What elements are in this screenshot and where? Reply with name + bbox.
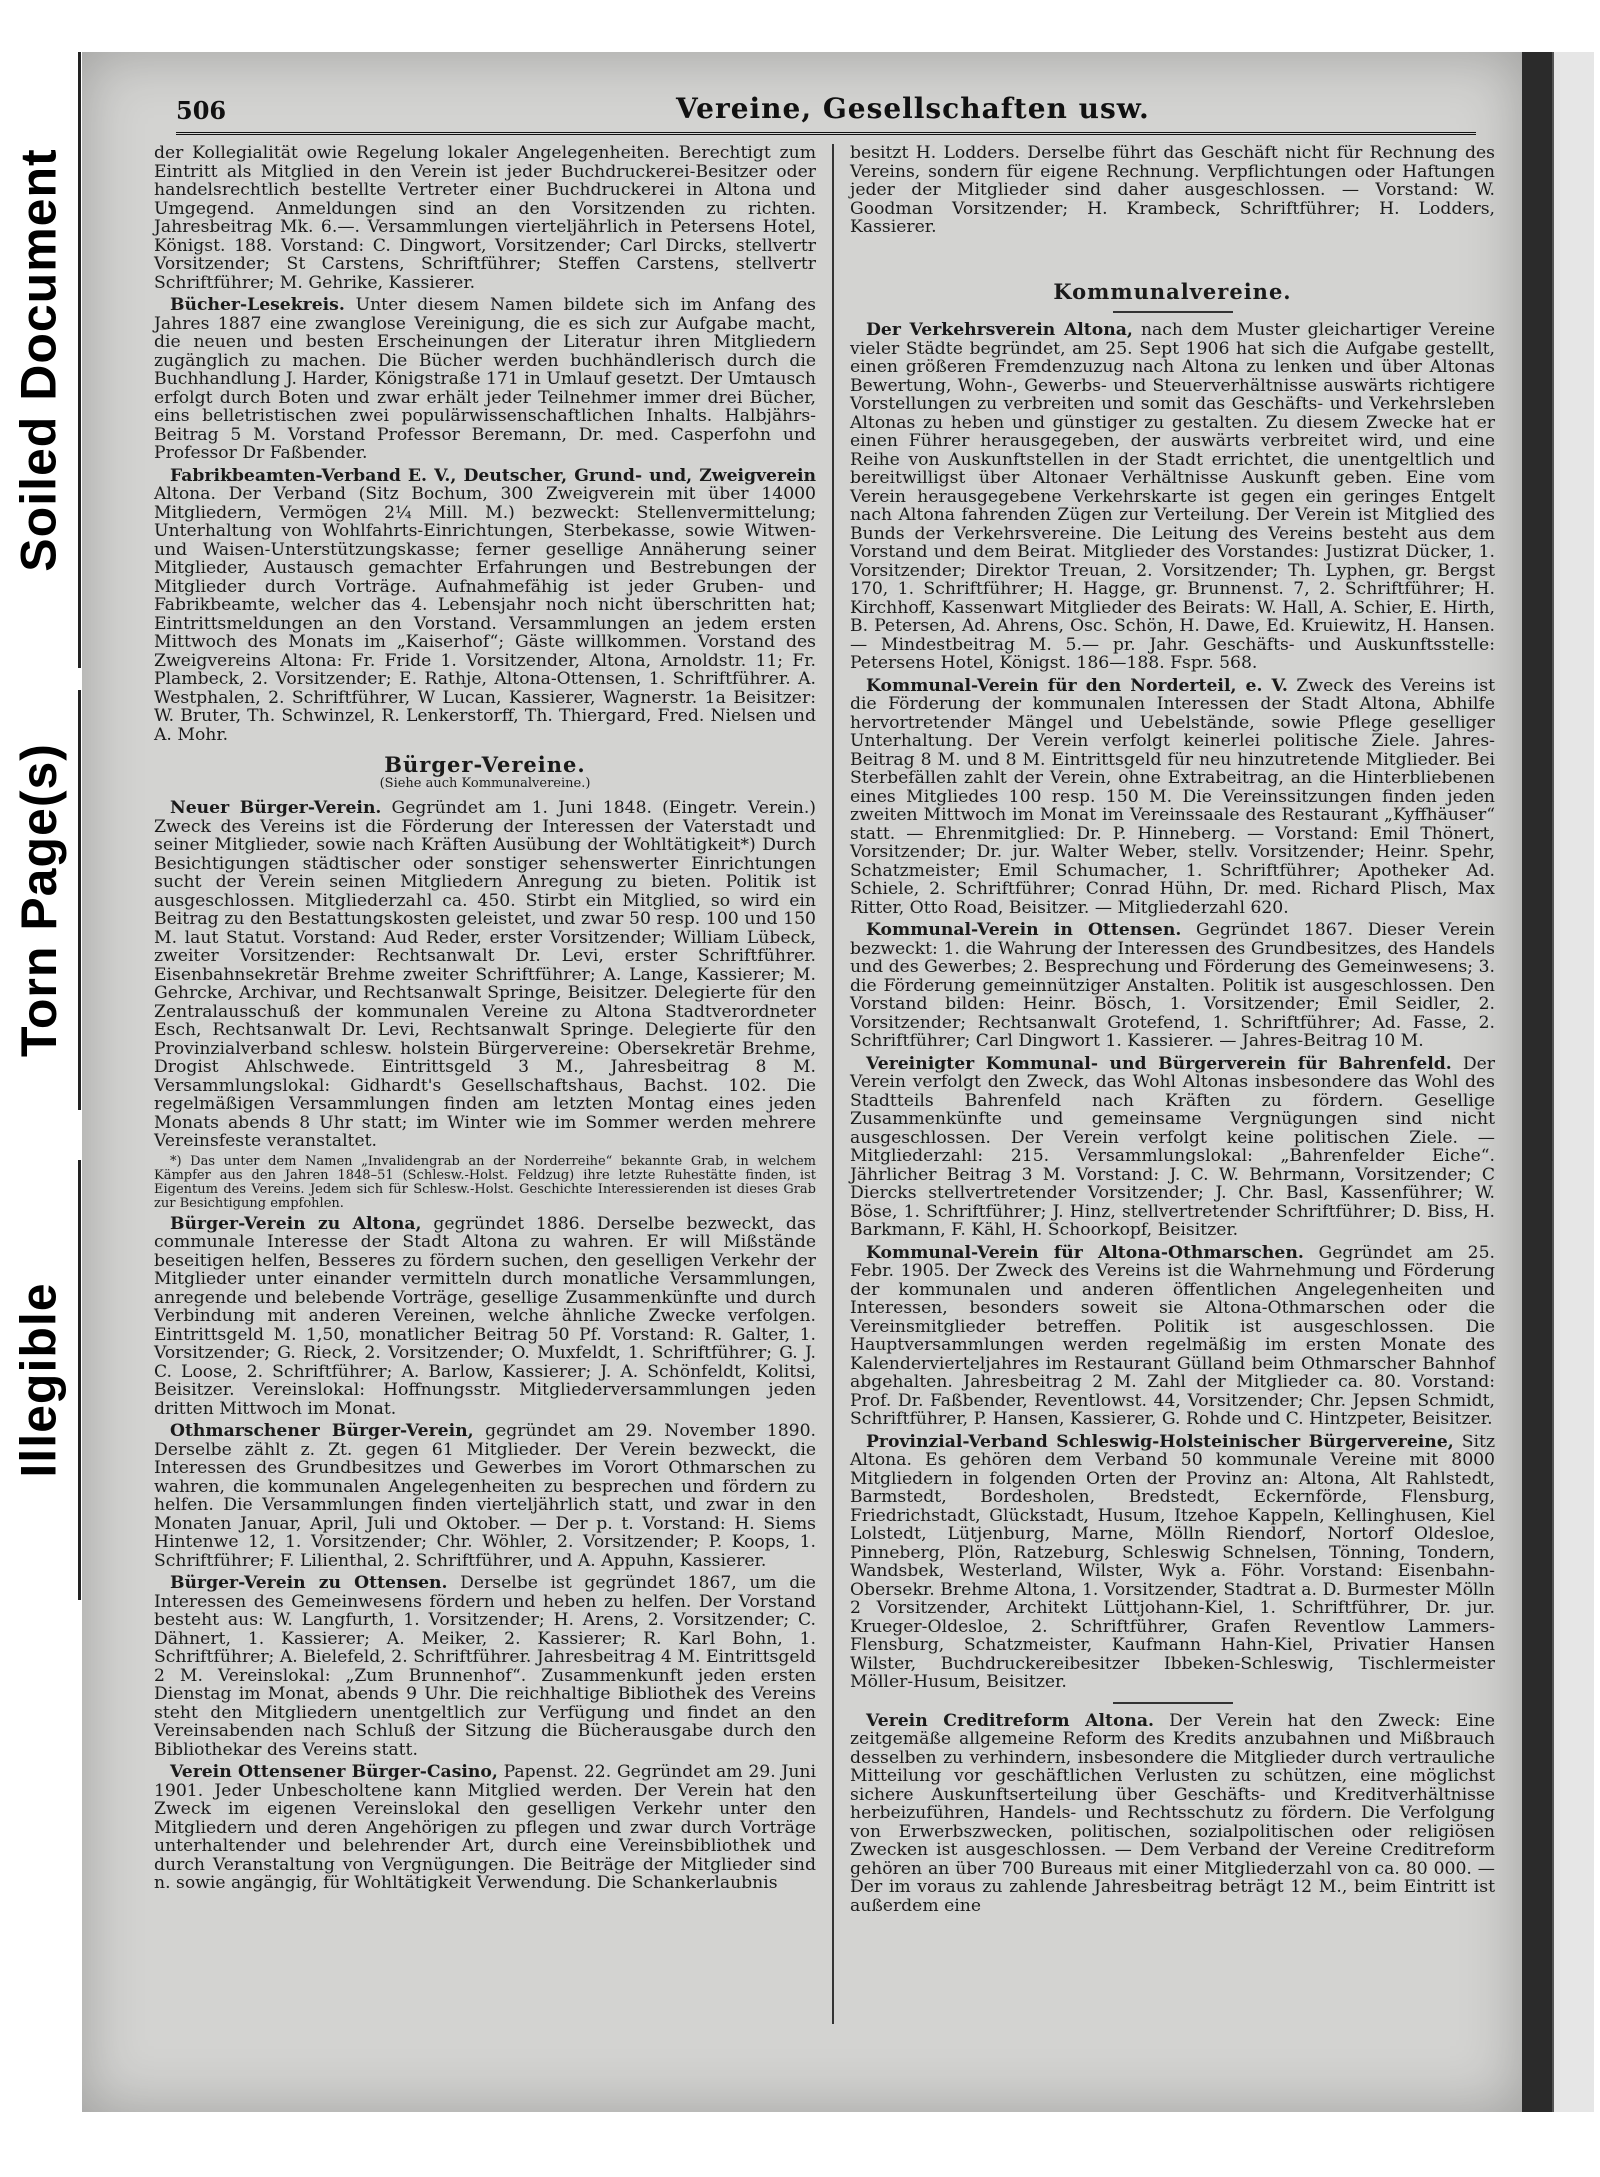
- running-title: Vereine, Gesellschaften usw.: [676, 92, 1150, 125]
- entry-heading: Verein Creditreform Altona.: [866, 1710, 1155, 1731]
- entry-text: nach dem Muster gleichartiger Vereine vieler Städte begründet, am 25. Sept 1906 hat sich die Aufgabe gestellt, einen größeren Fremdenzuzug nach Altona zu lenken und über Altonas Bewertung, Wohn-, Gewerbs- und Steuerverhältnisse auswärts richtigere Vorstellungen zu verbreiten und somit das Geschäfts- und Verkehrsleben Altonas zu heben und günstiger zu gestalten. Zu diesem Zwecke hat er einen Führer herausgegeben, der auswärts verbreitet wird, und eine Reihe von Auskunftstellen in der Stadt errichtet, die unentgeltlich und bereitwilligst über Altonaer Verhältnisse Auskunft geben. Eine vom Verein herausgegebene Verkehrskarte ist gegen ein geringes Entgelt nach Altona fahrenden Zügen zur Verteilung. Der Verein ist Mitglied des Bunds der Verkehrsvereine. Die Leitung des Vereins besteht aus dem Vorstand und dem Beirat. Mitglieder des Vorstandes: Justizrat Dücker, 1. Vorsitzender; Direktor Treuan, 2. Vorsitzender; Th. Lyphen, gr. Bergst 170, 1. Schriftführer; H. Hagge, gr. Brunnenst. 7, 2. Schriftführer; H. Kirchhoff, Kassenwart Mitglieder des Beirats: W. Hall, A. Schier, E. Hirth, B. Petersen, Ad. Ahrens, Osc. Schön, H. Dawe, Ed. Kruiewitz, H. Hansen. — Mindestbeitrag M. 5.— pr. Jahr. Geschäfts- und Auskunftsstelle: Petersens Hotel, Königst. 186—188. Fspr. 568.: [850, 320, 1495, 673]
- entry-text: Unter diesem Namen bildete sich im Anfang des Jahres 1887 eine zwanglose Vereinigung, die es sich zur Aufgabe macht, die neuen und besten Erscheinungen der Literatur ihren Mitgliedern zugänglich zu machen. Die Bücher werden buchhändlerisch durch die Buchhandlung J. Harder, Königstraße 171 in Umlauf gesetzt. Der Umtausch erfolgt durch Boten und zwar erhält jeder Teilnehmer immer drei Bücher, eins belletristischen zwei populärwissenschaftlichen Inhalts. Halbjährs-Beitrag 5 M. Vorstand Professor Beremann, Dr. med. Casperfohn und Professor Dr Faßbender.: [154, 295, 816, 463]
- footnote: *) Das unter dem Namen „Invalidengrab an der Norderreihe“ bekannte Grab, in welchem Kämpfer aus den Jahren 1848–51 (Schlesw.-Holst. Feldzug) ihre letzte Ruhestätte finden, ist Eigentum des Vereins. Jedem sich für Schlesw.-Holst. Geschichte Interessierenden ist dieses Grab zur Besichtigung empfohlen.: [154, 1153, 816, 1211]
- section-rule: [1113, 311, 1233, 313]
- section-heading-buerger-vereine: Bürger-Vereine.: [384, 752, 586, 777]
- entry-text: Der Verein verfolgt den Zweck, das Wohl Altonas insbesondere das Wohl des Stadtteils Bahrenfeld nach Kräften zu fördern. Gesellige Zusammenkünfte und gemeinsame Vergnügungen sind nicht ausgeschlossen. Der Verein verfolgt keine politischen Ziele. — Mitgliederzahl: 215. Versammlungslokal: „Bahrenfelder Eiche“. Jährlicher Beitrag 3 M. Vorstand: J. C. W. Behrmann, Vorsitzender; C Diercks stellvertretender Vorsitzender; J. Chr. Basl, Kassenführer; W. Böse, 1. Schriftführer; J. Hinz, stellvertretender Schriftführer; D. Biss, H. Barkmann, F. Kähl, H. Schoorkopf, Beisitzer.: [850, 1053, 1495, 1240]
- entry-provinzial-verband: [850, 1433, 1495, 1692]
- section-heading-kommunalvereine: Kommunalvereine.: [1053, 278, 1292, 304]
- entry-text: Altona. Der Verband (Sitz Bochum, 300 Zweigverein mit über 14000 Mitgliedern, Vermögen 2¼ Mill. M.) bezweckt: Stellenvermittelung; Unterhaltung von Wohlfahrts-Einrichtungen, Sterbekasse, sowie Witwen- und Waisen-Unterstützungskasse; ferner gesellige Annäherung seiner Mitglieder, Austausch gemachter Erfahrungen und Bestrebungen der Mitglieder durch Vorträge. Aufnahmefähig ist jeder Gruben- und Fabrikbeamte, welcher das 4. Lebensjahr noch nicht überschritten hat; Eintrittsmeldungen an den Vorstand. Versammlungen an jedem ersten Mittwoch des Monats im „Kaiserhof“; Gäste willkommen. Vorstand des Zweigvereins Altona: Fr. Fride 1. Vorsitzender, Altona, Arnoldstr. 11; Fr. Plambeck, 2. Vorsitzender; E. Rathje, Altona-Ottensen, 1. Schriftführer. A. Westphalen, 2. Schriftführer, W Lucan, Kassierer, Wagnerstr. 1a Beisitzer: W. Bruter, Th. Schwinzel, R. Lenkerstorff, Th. Thiergard, Fred. Nielsen und A. Mohr.: [154, 484, 816, 745]
- entry-text: Derselbe ist gegründet 1867, um die Interessen des Gemeinwesens fördern und heben zu helfen. Der Vorstand besteht aus: W. Langfurth, 1. Vorsitzender; H. Arens, 2. Vorsitzender; C. Dähnert, 1. Kassierer; A. Meiker, 2. Kassierer; R. Karl Bohn, 1. Schriftführer; A. Bielefeld, 2. Schriftführer. Jahresbeitrag 4 M. Eintrittsgeld 2 M. Vereinslokal: „Zum Brunnenhof“. Zusammenkunft jeden ersten Dienstag im Monat, abends 9 Uhr. Die reichhaltige Bibliothek des Vereins steht den Mitgliedern unentgeltlich zur Verfügung und findet an den Vereinsabenden nach Schluß der Sitzung die Bücherausgabe durch den Bibliothekar des Vereins statt.: [154, 1573, 816, 1760]
- entry-creditreform: [850, 1712, 1495, 1916]
- soiled-document-tag: [0, 52, 81, 668]
- entry-text: Gegründet am 1. Juni 1848. (Eingetr. Verein.) Zweck des Vereins ist die Förderung der Interessen der Vaterstadt und seiner Mitglieder, sowie nach Kräften Ausübung der Wohltätigkeit*) Durch Besichtigungen städtischer oder sonstiger sehenswerter Einrichtungen sucht der Verein seinen Mitgliedern Anregung zu bieten. Politik ist ausgeschlossen. Mitgliederzahl ca. 450. Stirbt ein Mitglied, so wird ein Beitrag zu den Bestattungskosten geleistet, und zwar 50 resp. 100 und 150 M. laut Statut. Vorstand: Aud Reder, erster Vorsitzender; William Lübeck, zweiter Vorsitzender: Rechtsanwalt Dr. Levi, erster Schriftführer. Eisenbahnsekretär Brehme zweiter Schriftführer; A. Lange, Kassierer; M. Gehrcke, Archivar, und Rechtsanwalt Springe, Beisitzer. Delegierte für den Zentralausschuß der kommunalen Vereine zu Altona Stadtverordneter Esch, Rechtsanwalt Dr. Levi, Rechtsanwalt Springe. Delegierte für den Provinzialverband schlesw. holstein Bürgervereine: Obersekretär Brehme, Drogist Ahlschwede. Eintrittsgeld 3 M., Jahresbeitrag 8 M. Versammlungslokal: Gidhardt's Gesellschaftshaus, Bachst. 102. Die regelmäßigen Versammlungen finden am letzten Montag eines jeden Monats abends 8 Uhr statt; im Winter wie im Sommer werden mehrere Vereinsfeste veranstaltet.: [154, 798, 816, 1151]
- entry-ottensener-casino: [154, 1763, 816, 1893]
- entry-bahrenfeld: [850, 1055, 1495, 1240]
- entry-heading: Verein Ottensener Bürger-Casino,: [170, 1762, 498, 1782]
- section-rule: [1113, 1702, 1233, 1704]
- section-subheading: (Siehe auch Kommunalvereine.): [379, 775, 591, 791]
- column-divider: [832, 144, 834, 2024]
- torn-pages-tag: [0, 690, 81, 1110]
- soiled-document-label: Soiled Document: [11, 148, 67, 572]
- entry-heading: Neuer Bürger-Verein.: [170, 798, 382, 818]
- entry-text: Der Verein hat den Zweck: Eine zeitgemäße allgemeine Reform des Kredits anzubahnen und Mißbrauch desselben zu verhindern, insbesondere die Mitglieder durch vertrauliche Mitteilung vor geschäftlichen Verlusten zu schützen, eine möglichst sichere Auskunftserteilung über Geschäfts- und Kreditverhältnisse herbeizuführen, Handels- und Rechtsschutz zu fördern. Die Verfolgung von Erwerbszwecken, politischen, sozialpolitischen oder religiösen Zwecken ist ausgeschlossen. — Dem Verband der Vereine Creditreform gehören an über 700 Bureaus mit einer Mitgliederzahl von ca. 80 000. — Der im voraus zu zahlende Jahresbeitrag beträgt 12 M., beim Eintritt ist außerdem eine: [850, 1710, 1495, 1916]
- page-number: 506: [176, 96, 227, 125]
- paragraph: der Kollegialität owie Regelung lokaler Angelegenheiten. Berechtigt zum Eintritt als Mitglied in den Verein ist jeder Buchdruckerei-Besitzer oder handelsrechtlich bestellte Vertreter einer Buchdruckerei in Altona und Umgegend. Anmeldungen sind an den Vorsitzenden zu richten. Jahresbeitrag Mk. 6.—. Versammlungen vierteljährlich in Petersens Hotel, Königst. 188. Vorstand: C. Dingwort, Vorsitzender; Carl Dircks, stellvertr Vorsitzender; St Carstens, Schriftführer; Steffen Carstens, stellvertr Schriftführer; M. Gehrike, Kassierer.: [154, 143, 816, 293]
- entry-text: Sitz Altona. Es gehören dem Verband 50 kommunale Vereine mit 8000 Mitgliedern in folgenden Orten der Provinz an: Altona, Alt Rahlstedt, Barmstedt, Bordesholen, Bredstedt, Eckernförde, Flensburg, Friedrichstadt, Glückstadt, Husum, Itzehoe Kappeln, Kellinghusen, Kiel Lolstedt, Lütjenburg, Marne, Mölln Riendorf, Nortorf Oldesloe, Pinneberg, Plön, Ratzeburg, Schleswig Schnelsen, Tönning, Tondern, Wandsbek, Westerland, Wilster, Wyk a. Föhr. Vorstand: Eisenbahn-Obersekr. Brehme Altona, 1. Vorsitzender, Stadtrat a. D. Burmester Mölln 2 Vorsitzender, Architekt Lüttjohann-Kiel, 1. Schriftführer, Dr. jur. Krueger-Oldesloe, 2. Schriftführer, Grafen Reventlow Lammers-Flensburg, Schatzmeister, Kaufmann Hahn-Kiel, Privatier Hansen Wilster, Buchdruckereibesitzer Ibbeken-Schleswig, Tischlermeister Möller-Husum, Beisitzer.: [850, 1431, 1496, 1692]
- scanned-page: [82, 52, 1522, 2112]
- entry-heading: Kommunal-Verein für den Norderteil, e. V.: [866, 675, 1288, 696]
- spacer: [850, 241, 1495, 271]
- entry-heading: Bürger-Verein zu Altona,: [170, 1213, 422, 1234]
- entry-text: Zweck des Vereins ist die Förderung der kommunalen Interessen der Stadt Altona, Abhilfe hervortretender Mängel und Uebelstände, sowie Pflege geselliger Unterhaltung. Der Verein verfolgt keinerlei politische Ziele. Jahres-Beitrag 8 M. und 8 M. Eintrittsgeld für neu hinzutretende Mitglieder. Bei Sterbefällen zahlt der Verein, ohne Extrabeitrag, an die Hinterbliebenen eines Mitgliedes 100 resp. 150 M. Die Vereinssitzungen finden jeden zweiten Mittwoch im Monat im Vereinssaale des Restaurant „Kyffhäuser“ statt. — Ehrenmitglied: Dr. P. Hinneberg. — Vorstand: Emil Thönert, Vorsitzender; Dr. jur. Walter Weber, stellv. Vorsitzender; Heinr. Spehr, Schatzmeister; Emil Schumacher, 1. Schriftführer; Apotheker Ad. Schiele, 2. Schriftführer; Conrad Hühn, Dr. med. Richard Plisch, Max Ritter, Otto Road, Beisitzer. — Mitgliederzahl 620.: [850, 675, 1495, 918]
- entry-heading: Fabrikbeamten-Verband E. V., Deutscher, Grund- und, Zweigverein: [170, 465, 816, 486]
- entry-heading: Provinzial-Verband Schleswig-Holsteinischer Bürgervereine,: [866, 1431, 1454, 1452]
- entry-heading: Bürger-Verein zu Ottensen.: [170, 1573, 448, 1593]
- entry-text: gegründet am 29. November 1890. Derselbe zählt z. Zt. gegen 61 Mitglieder. Der Verein bezweckt, die Interessen des Grundbesitzes und Gewerbes im Vorort Othmarschen zu wahren, die kommunalen Angelegenheiten zu besprechen und fördern zu helfen. Die Versammlungen finden vierteljährlich statt, und zwar in den Monaten Januar, April, Juli und Oktober. — Der p. t. Vorstand: H. Siems Hintenwe 12, 1. Vorsitzender; Chr. Wöhler, 2. Vorsitzender; P. Koops, 1. Schriftführer; F. Lilienthal, 2. Schriftführer, und A. Appuhn, Kassierer.: [154, 1421, 816, 1571]
- paragraph: besitzt H. Lodders. Derselbe führt das Geschäft nicht für Rechnung des Vereins, sondern für eigene Rechnung. Verpflichtungen oder Haftungen jeder der Mitglieder sind daher ausgeschlossen. — Vorstand: W. Goodman Vorsitzender; H. Krambeck, Schriftführer; H. Lodders, Kassierer.: [850, 143, 1495, 237]
- entry-text: Papenst. 22. Gegründet am 29. Juni 1901. Jeder Unbescholtene kann Mitglied werden. Der Verein hat den Zweck im eigenen Vereinslokal den geselligen Verkehr unter den Mitgliedern und deren Angehörigen zu pflegen und zwar durch Vorträge unterhaltender und belehrender Art, durch eine Vereinsbibliothek und durch Veranstaltung von Vergnügungen. Die Beiträge der Mitglieder sind n. sowie angängig, für Wohltätigkeit Verwendung. Die Schankerlaubnis: [154, 1762, 816, 1893]
- entry-verkehrsverein: [850, 321, 1495, 673]
- entry-heading: Kommunal-Verein für Altona-Othmarschen.: [866, 1242, 1304, 1263]
- entry-fabrikbeamten: [154, 467, 816, 745]
- entry-heading: Kommunal-Verein in Ottensen.: [866, 920, 1182, 940]
- entry-heading: Othmarschener Bürger-Verein,: [170, 1421, 474, 1441]
- entry-neuer-buerger-verein: [154, 799, 816, 1151]
- right-column: [850, 144, 1495, 1919]
- entry-kommunal-norderteil: [850, 677, 1495, 918]
- illegible-tag: [0, 1160, 81, 1600]
- illegible-label: Illegible: [11, 1282, 68, 1478]
- entry-heading: Der Verkehrsverein Altona,: [866, 320, 1133, 340]
- entry-buerger-verein-ottensen: [154, 1574, 816, 1759]
- entry-heading: Vereinigter Kommunal- und Bürgerverein für Bahrenfeld.: [866, 1053, 1452, 1074]
- entry-othmarschener: [154, 1422, 816, 1570]
- page-header: [176, 92, 1476, 135]
- entry-text: Gegründet am 25. Febr. 1905. Der Zweck des Vereins ist die Wahrnehmung und Förderung der kommunalen und anderen öffentlichen Angelegenheiten und Interessen, besonders soweit sie Altona-Othmarschen oder die Vereinsmitglieder betreffen. Politik ist ausgeschlossen. Die Hauptversammlungen werden regelmäßig im ersten Monate des Kalendervierteljahres im Restaurant Gülland beim Othmarscher Bahnhof abgehalten. Jahresbeitrag 2 M. Zahl der Mitglieder ca. 80. Vorstand: Prof. Dr. Faßbender, Reventlowst. 44, Vorsitzender; Chr. Jepsen Schmidt, Schriftführer, P. Hansen, Kassierer, G. Rohde und C. Hintzpeter, Beisitzer.: [850, 1242, 1495, 1429]
- page-edge-shadow: [1522, 52, 1552, 2112]
- left-column: [154, 144, 816, 1897]
- entry-heading: Bücher-Lesekreis.: [170, 295, 345, 315]
- entry-buerger-verein-altona: [154, 1215, 816, 1419]
- entry-text: gegründet 1886. Derselbe bezweckt, das communale Interesse der Stadt Altona zu wahren. Er will Mißstände beseitigen helfen, Besseres zu fördern suchen, den geselligen Verkehr der Mitglieder unter einander vermitteln durch monatliche Versammlungen, anregende und belebende Vorträge, gesellige Zusammenkünfte und durch Verbindung mit anderen Vereinen, welche ähnliche Zwecke verfolgen. Eintrittsgeld M. 1,50, monatlicher Beitrag 50 Pf. Vorstand: R. Galter, 1. Vorsitzender; G. Rieck, 2. Vorsitzender; O. Muxfeldt, 1. Schriftführer; G. J. C. Loose, 2. Schriftführer; A. Barlow, Kassierer; J. A. Schönfeldt, Kolitsi, Beisitzer. Vereinslokal: Hoffnungsstr. Mitgliederversammlungen jeden dritten Mittwoch im Monat.: [154, 1213, 816, 1419]
- torn-pages-label: Torn Page(s): [11, 743, 68, 1057]
- entry-buecher-lesekreis: [154, 296, 816, 463]
- entry-text: Gegründet 1867. Dieser Verein bezweckt: 1. die Wahrung der Interessen des Grundbesitzes, des Handels und des Gewerbes; 2. Besprechung und Förderung des Gemeinwesens; 3. die Förderung gemeinnütziger Anstalten. Politik ist ausgeschlossen. Den Vorstand bilden: Heinr. Bösch, 1. Vorsitzender; Emil Seidler, 2. Vorsitzender; Rechtsanwalt Grotefend, 1. Schriftführer; Ad. Fasse, 2. Schriftführer; Carl Dingwort 1. Kassierer. — Jahres-Beitrag 10 M.: [850, 920, 1496, 1051]
- entry-othmarschen: [850, 1244, 1495, 1429]
- page-edge-margin: [1552, 52, 1594, 2112]
- entry-kommunal-ottensen: [850, 921, 1495, 1051]
